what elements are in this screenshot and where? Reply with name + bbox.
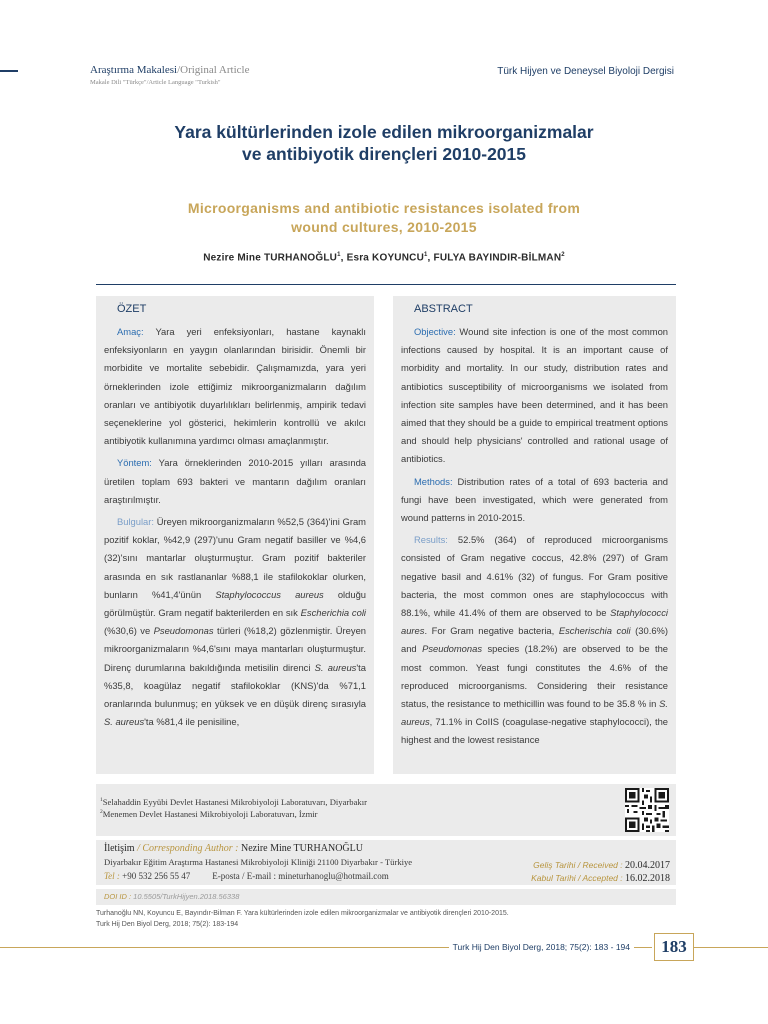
accepted-label: Kabul Tarihi / Accepted : (531, 873, 623, 883)
species-name: Staphylococcus aureus (215, 588, 324, 600)
article-type (90, 64, 249, 76)
ozet-heading: ÖZET (117, 303, 147, 315)
abstract-methods-label: Methods: (414, 475, 453, 487)
ozet-bulgular-text: türleri (%18,2) gözlenmiştir. Üreyen mikroorganizmaların %4,6'sını maya mantarları oluşturmuştur. Direnç durumlarına bakıldığında metisilin direnci (104, 625, 366, 673)
abstract-results-text: 52.5% (364) of reproduced microorganisms consisted of Gram negative coccus, 42.8% (297) of Gram negative basil and 4.61% (32) of fungus. For Gram positive bacteria, the most common ones are staphylococcus with 88.1%, while 41.4% of them are observed to be (401, 534, 668, 619)
abstract-results (401, 531, 668, 749)
author-separator: , (427, 252, 434, 264)
contact-label-en: / Corresponding Author : (134, 843, 241, 854)
ozet-yontem-label: Yöntem: (117, 457, 152, 469)
species-name: Pseudomonas (422, 643, 483, 655)
affiliation-2-text: Menemen Devlet Hastanesi Mikrobiyoloji Laboratuvarı, İzmir (102, 809, 318, 819)
ozet-bulgular-text: olduğu görülmüştür. Gram negatif bakterilerden en sık (104, 588, 366, 619)
species-name: Pseudomonas (153, 625, 214, 637)
article-type-en: /Original Article (177, 64, 250, 76)
abstract-objective-label: Objective: (414, 326, 456, 337)
author-separator: , (340, 252, 347, 264)
ozet-amac-text: Yara yeri enfeksiyonları, hastane kaynaklı enfeksiyonların en yaygın olanlarından birisidir. Önemli bir morbidite ve mortalite sebebidir. Çalışmamızda, yara yeri örneklerinden izole ettiğimiz mikroorganizmaların dağılım oranları ve antibiyotik duyarlılıkları belirlenmiş, ampirik tedavi seçeneklerine yol gösterici, hekimlerin kontrollü ve akılcı antibiyotik kullanımına yardımcı olması amaçlanmıştır. (104, 326, 366, 447)
citation-line-1: Turhanoğlu NN, Koyuncu E, Bayındır-Bilman F. Yara kültürlerinden izole edilen mikroorganizmalar ve antibiyotik dirençleri 2010-2015. (96, 910, 509, 917)
ozet-bulgular-text: Üreyen mikroorganizmaların %52,5 (364)'ini Gram pozitif koklar, %42,9 (297)'unu Gram negatif basiller ve %4,6 (32)'sını mantarlar oluşturmuştur. Gram pozitif bakteriler arasında en sık rastlananlar %88,1 ile stafilokoklar olurken, bunların %41,4'ünün (104, 516, 366, 600)
abstract-results-text: (30.6%) and (401, 625, 669, 655)
phone-label: Tel : (104, 871, 120, 881)
affiliation-1 (100, 797, 367, 807)
ozet-panel (96, 296, 374, 774)
email-label: E-posta / E-mail : (212, 871, 276, 881)
divider (96, 284, 676, 285)
corresponding-author-name: Nezire Mine TURHANOĞLU (240, 843, 363, 854)
phone-number: +90 532 256 55 47 (119, 871, 191, 881)
page-number: 183 (654, 933, 694, 961)
title-turkish (0, 121, 768, 165)
qr-code-icon[interactable] (625, 788, 669, 832)
ozet-bulgular-text: 'ta %35,8, koagülaz negatif stafilokoklar (KNS)'da %71,1 oranlarında bulunmuş; en yüksek ve en düşük direnç sırasıyla (104, 661, 366, 710)
received-label: Geliş Tarihi / Received : (533, 860, 623, 870)
abstract-objective-text: Wound site infection is one of the most common infections caused by hospital. It is an important cause of morbidity and mortality. In our study, distribution rates and antibiotics susceptibility of microorganisms we isolated from infection site samples have been determined, and it has been aimed that they should be a guide to empirical treatment options and should help physicians' controlled and rational usage of antibiotics. (401, 326, 668, 465)
abstract-results-text: species (18.2%) are observed to be the most common. Yeast fungi constitutes the 4.6% of the reproduced microorganisms. Considering their resistance status, the resistance to methicillin was found to be 35.8 % in (401, 643, 668, 710)
doi-value[interactable]: 10.5505/TurkHijyen.2018.56338 (131, 892, 240, 901)
contact-label: İletişim (104, 843, 135, 854)
species-name: Escherichia coli (300, 607, 366, 619)
accepted-date: 16.02.2018 (625, 873, 670, 884)
author-2-affiliation: 1 (424, 252, 428, 258)
ozet-bulgular-text: (%30,6) ve (104, 625, 154, 637)
affiliation-2-number: 2 (100, 809, 103, 816)
journal-name: Türk Hijyen ve Deneysel Biyoloji Dergisi (497, 66, 674, 77)
doi-label: DOI ID : (104, 892, 132, 901)
received-date-row (533, 860, 670, 871)
species-name: Staphylococci aures (401, 607, 668, 637)
abstract-methods (401, 473, 668, 528)
article-language: Makale Dili "Türkçe"/Article Language "Turkish" (90, 79, 221, 86)
author-list (0, 252, 768, 263)
species-name: S. aureus (401, 698, 668, 728)
abstract-methods-text: Distribution rates of a total of 693 bacteria and fungi have been investigated, which were generated from wound patterns in 2010-2015. (401, 475, 668, 524)
email-address[interactable]: mineturhanoglu@hotmail.com (275, 871, 389, 881)
abstract-objective (401, 323, 668, 469)
affiliation-1-text: Selahaddin Eyyübi Devlet Hastanesi Mikrobiyoloji Laboratuvarı, Diyarbakır (102, 797, 367, 807)
author-2: Esra KOYUNCU (346, 252, 424, 264)
author-1-affiliation: 1 (337, 252, 341, 258)
ozet-yontem (104, 454, 366, 509)
abstract-heading: ABSTRACT (414, 303, 473, 315)
footer-citation: Turk Hij Den Biyol Derg, 2018; 75(2): 183 - 194 (449, 942, 634, 952)
header-accent-bar (0, 70, 18, 72)
title-english-line-2: wound cultures, 2010-2015 (291, 219, 477, 235)
affiliation-2 (100, 809, 318, 819)
ozet-amac-label: Amaç: (117, 326, 144, 337)
abstract-results-text: , 71.1% in CoIIS (coagulase-negative staphylococci), the highest and the lowest resistance (401, 716, 668, 746)
title-english (0, 199, 768, 237)
author-3-affiliation: 2 (561, 252, 565, 258)
species-name: Escherischia coli (558, 625, 631, 637)
species-name: S. aureus (104, 716, 145, 728)
title-turkish-line-1: Yara kültürlerinden izole edilen mikroorganizmalar (174, 122, 594, 142)
corresponding-author (104, 843, 363, 854)
citation-line-2: Turk Hij Den Biyol Derg, 2018; 75(2): 183-194 (96, 921, 239, 928)
ozet-yontem-text: Yara örneklerinden 2010-2015 yılları arasında üretilen toplam 693 bakteri ve mantarın dağılım oranları araştırılmıştır. (104, 457, 366, 505)
footer-rule (694, 947, 768, 948)
abstract-panel (393, 296, 676, 774)
author-1: Nezire Mine TURHANOĞLU (203, 252, 338, 264)
ozet-bulgular-text: 'ta %81,4 ile penisiline, (144, 716, 240, 728)
abstract-body (393, 320, 676, 750)
ozet-body (96, 320, 374, 731)
abstract-results-text: . For Gram negative bacteria, (424, 625, 559, 637)
article-type-tr: Araştırma Makalesi (90, 64, 178, 76)
received-date: 20.04.2017 (625, 860, 670, 871)
ozet-bulgular (104, 513, 366, 731)
contact-address: Diyarbakır Eğitim Araştırma Hastanesi Mikrobiyoloji Kliniği 21100 Diyarbakır - Türkiye (104, 857, 413, 867)
species-name: S. aureus (314, 661, 357, 673)
abstract-results-label: Results: (414, 534, 448, 546)
accepted-date-row (531, 873, 670, 884)
doi (104, 892, 239, 901)
ozet-bulgular-label: Bulgular: (117, 516, 155, 528)
author-3: FULYA BAYINDIR-BİLMAN (433, 252, 562, 264)
affiliation-1-number: 1 (100, 797, 103, 804)
title-english-line-1: Microorganisms and antibiotic resistances isolated from (187, 200, 581, 216)
title-turkish-line-2: ve antibiyotik dirençleri 2010-2015 (241, 144, 527, 164)
ozet-amac (104, 323, 366, 450)
contact-details (104, 871, 389, 881)
